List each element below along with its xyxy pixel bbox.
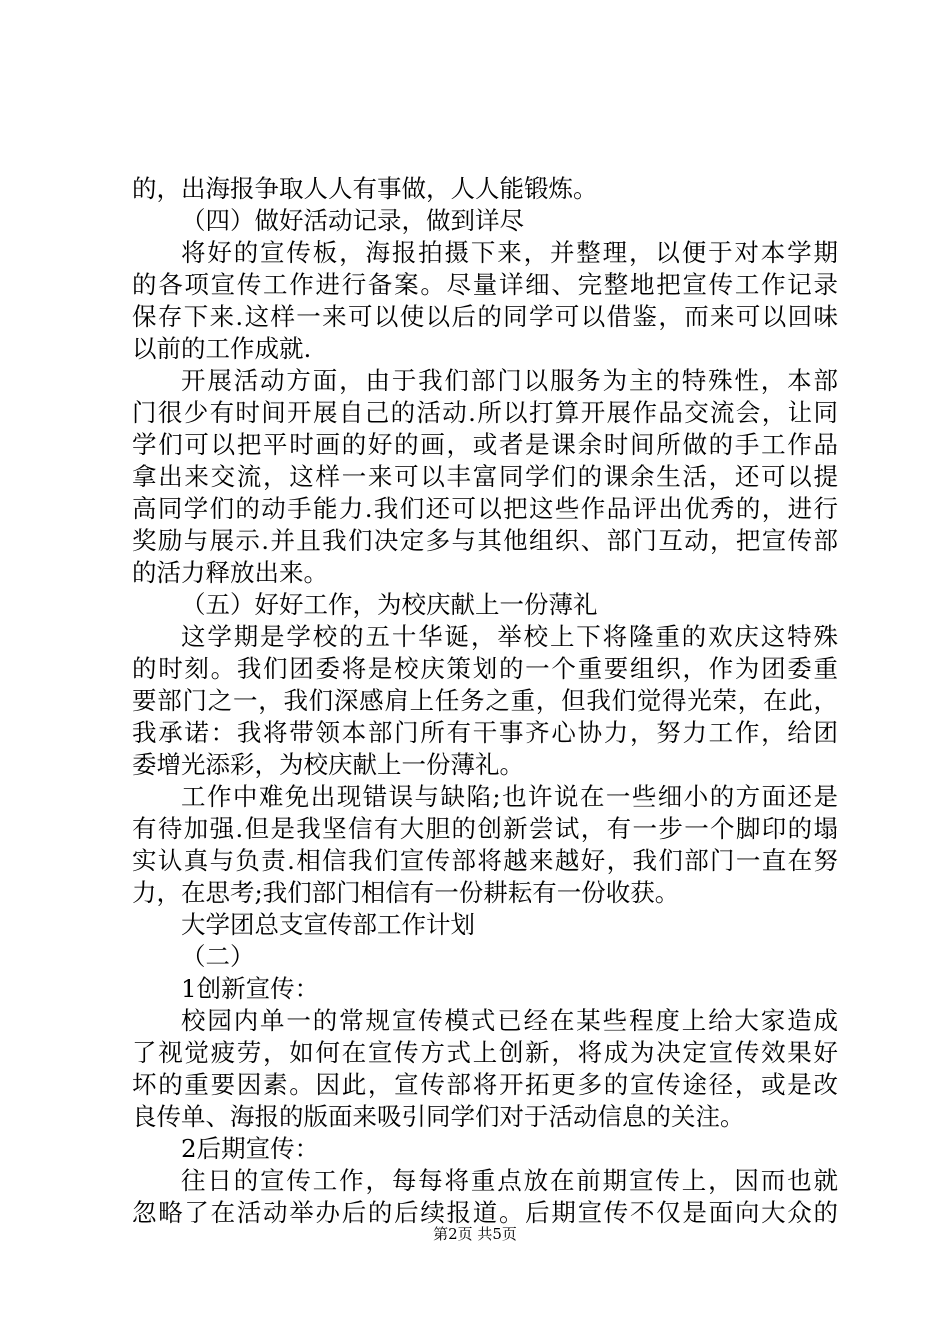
text-line: 开展活动方面，由于我们部门以服务为主的特殊性，本部 (181, 366, 838, 395)
text-line: 保存下来.这样一来可以使以后的同学可以借鉴，而来可以回味 (132, 302, 838, 331)
text-line: 学们可以把平时画的好的画，或者是课余时间所做的手工作品 (132, 430, 838, 459)
text-line: 这学期是学校的五十华诞，举校上下将隆重的欢庆这特殊 (181, 622, 838, 651)
text-line: 将好的宣传板，海报拍摄下来，并整理，以便于对本学期 (181, 238, 838, 267)
text-line: 门很少有时间开展自己的活动.所以打算开展作品交流会，让同 (132, 398, 838, 427)
text-line: 高同学们的动手能力.我们还可以把这些作品评出优秀的，进行 (132, 494, 838, 523)
text-line: 1创新宣传： (181, 974, 320, 1003)
text-line: 的时刻。我们团委将是校庆策划的一个重要组织，作为团委重 (132, 654, 838, 683)
text-line: 的活力释放出来。 (132, 558, 328, 587)
text-line: 我承诺：我将带领本部门所有干事齐心协力，努力工作，给团 (132, 718, 838, 747)
text-line: 的，出海报争取人人有事做，人人能锻炼。 (132, 174, 598, 203)
text-line: 要部门之一，我们深感肩上任务之重，但我们觉得光荣，在此， (132, 686, 838, 715)
text-line: 有待加强.但是我坚信有大胆的创新尝试，有一步一个脚印的塌 (132, 814, 838, 843)
text-line: （五）好好工作，为校庆献上一份薄礼 (181, 590, 598, 619)
text-line: 实认真与负责.相信我们宣传部将越来越好，我们部门一直在努 (132, 846, 838, 875)
page-footer: 第2页 共5页 (433, 1225, 517, 1243)
text-line: 往日的宣传工作，每每将重点放在前期宣传上，因而也就 (181, 1166, 838, 1195)
text-line: 奖励与展示.并且我们决定多与其他组织、部门互动，把宣传部 (132, 526, 838, 555)
text-line: （四）做好活动记录，做到详尽 (181, 206, 524, 235)
text-line: 2后期宣传： (181, 1134, 320, 1163)
document-body (132, 173, 838, 1229)
text-line: 拿出来交流，这样一来可以丰富同学们的课余生活，还可以提 (132, 462, 838, 491)
text-line: 以前的工作成就. (132, 334, 312, 363)
text-line: 了视觉疲劳，如何在宣传方式上创新，将成为决定宣传效果好 (132, 1038, 838, 1067)
text-line: 的各项宣传工作进行备案。尽量详细、完整地把宣传工作记录 (132, 270, 838, 299)
text-line: 力，在思考;我们部门相信有一份耕耘有一份收获。 (132, 878, 680, 907)
text-line: 工作中难免出现错误与缺陷;也许说在一些细小的方面还是 (181, 782, 838, 811)
text-line: 良传单、海报的版面来吸引同学们对于活动信息的关注。 (132, 1102, 745, 1131)
text-line: 委增光添彩，为校庆献上一份薄礼。 (132, 750, 524, 779)
text-line: 坏的重要因素。因此，宣传部将开拓更多的宣传途径，或是改 (132, 1070, 838, 1099)
text-line: 忽略了在活动举办后的后续报道。后期宣传不仅是面向大众的 (132, 1198, 838, 1227)
text-line: 大学团总支宣传部工作计划 (181, 910, 475, 939)
text-line: 校园内单一的常规宣传模式已经在某些程度上给大家造成 (181, 1006, 838, 1035)
text-line: （二） (181, 942, 255, 971)
